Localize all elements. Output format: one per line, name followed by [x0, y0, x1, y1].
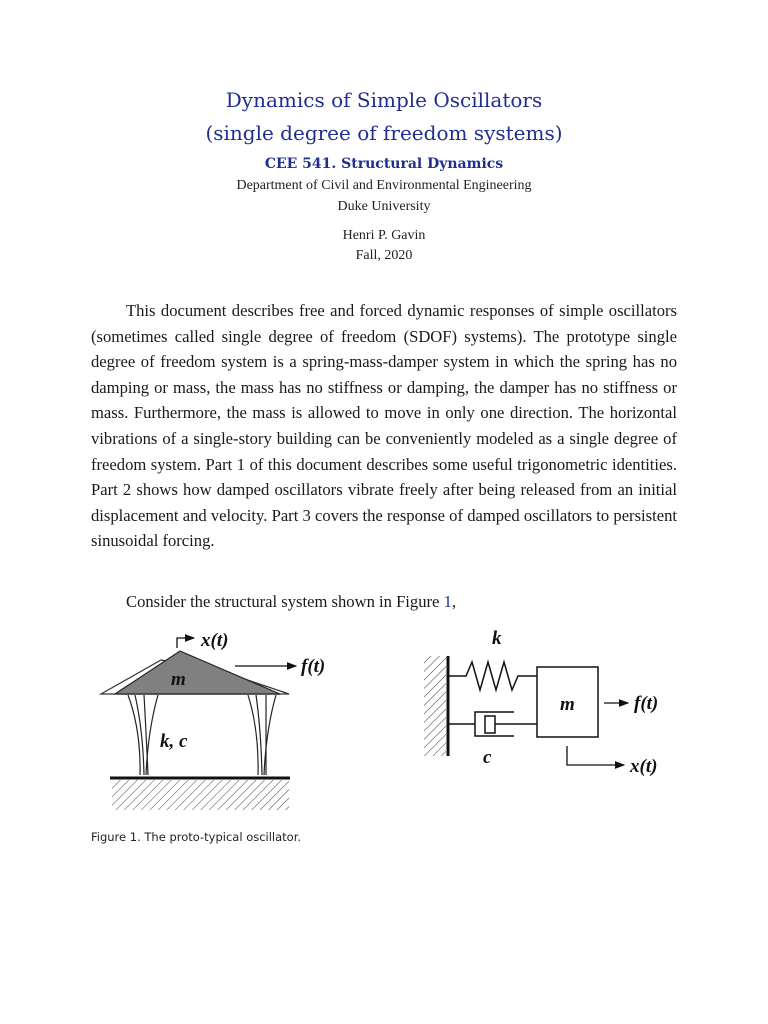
label-displacement-building: x(t): [201, 630, 229, 651]
label-force-building: f(t): [301, 656, 326, 677]
displacement-arrow-model: [567, 746, 624, 765]
label-force-model: f(t): [634, 693, 659, 714]
date: Fall, 2020: [355, 248, 413, 263]
consider-suffix: ,: [451, 592, 457, 611]
abstract-paragraph: This document describes free and forced dynamic responses of simple oscillators (sometimes called single degree of freedom (SDOF) systems). The prototype single degree of freedom system is a spring-mass-damper system in which the spring has no damping or mass, the mass has no stiffness or damping, the damper has no stiffness or mass. Furthermore, the mass is allowed to move in only one direction. The horizontal vibrations of a single-story building can be conveniently modeled as a single degree of freedom system. Part 1 of this document describes some useful trigonometric identities. Part 2 shows how damped oscillators vibrate freely after being released from an initial displacement and velocity. Part 3 covers the response of damped oscillators to persistent sinusoidal forcing.: [91, 301, 677, 551]
label-spring: k: [492, 628, 502, 649]
building-diagram: [101, 630, 325, 810]
consider-paragraph: [126, 589, 686, 615]
document-title-line2: (single degree of freedom systems): [205, 121, 563, 145]
course-name: CEE 541. Structural Dynamics: [264, 156, 504, 172]
label-mass-model: m: [560, 694, 575, 715]
label-displacement-model: x(t): [630, 756, 658, 777]
spring-mass-damper-diagram: [424, 628, 658, 777]
consider-text: Consider the structural system shown in Figure: [126, 592, 444, 611]
spring: [449, 662, 537, 690]
figure-reference-link[interactable]: 1: [443, 592, 452, 611]
ground-hatch: [112, 780, 289, 810]
wall-hatch: [424, 656, 446, 756]
column-left: [128, 695, 158, 775]
university: Duke University: [337, 199, 431, 214]
department: Department of Civil and Environmental Engineering: [236, 178, 532, 193]
displacement-arrow: [177, 638, 194, 648]
label-stiffness-damping: k, c: [160, 731, 188, 752]
oscillator-figure: [0, 620, 768, 825]
damper: [449, 712, 537, 736]
figure-caption: Figure 1. The proto-typical oscillator.: [91, 830, 302, 844]
label-mass-building: m: [171, 669, 186, 690]
author: Henri P. Gavin: [342, 228, 426, 243]
document-title-line1: Dynamics of Simple Oscillators: [225, 88, 543, 112]
column-right: [248, 695, 276, 775]
label-damper: c: [483, 747, 492, 768]
